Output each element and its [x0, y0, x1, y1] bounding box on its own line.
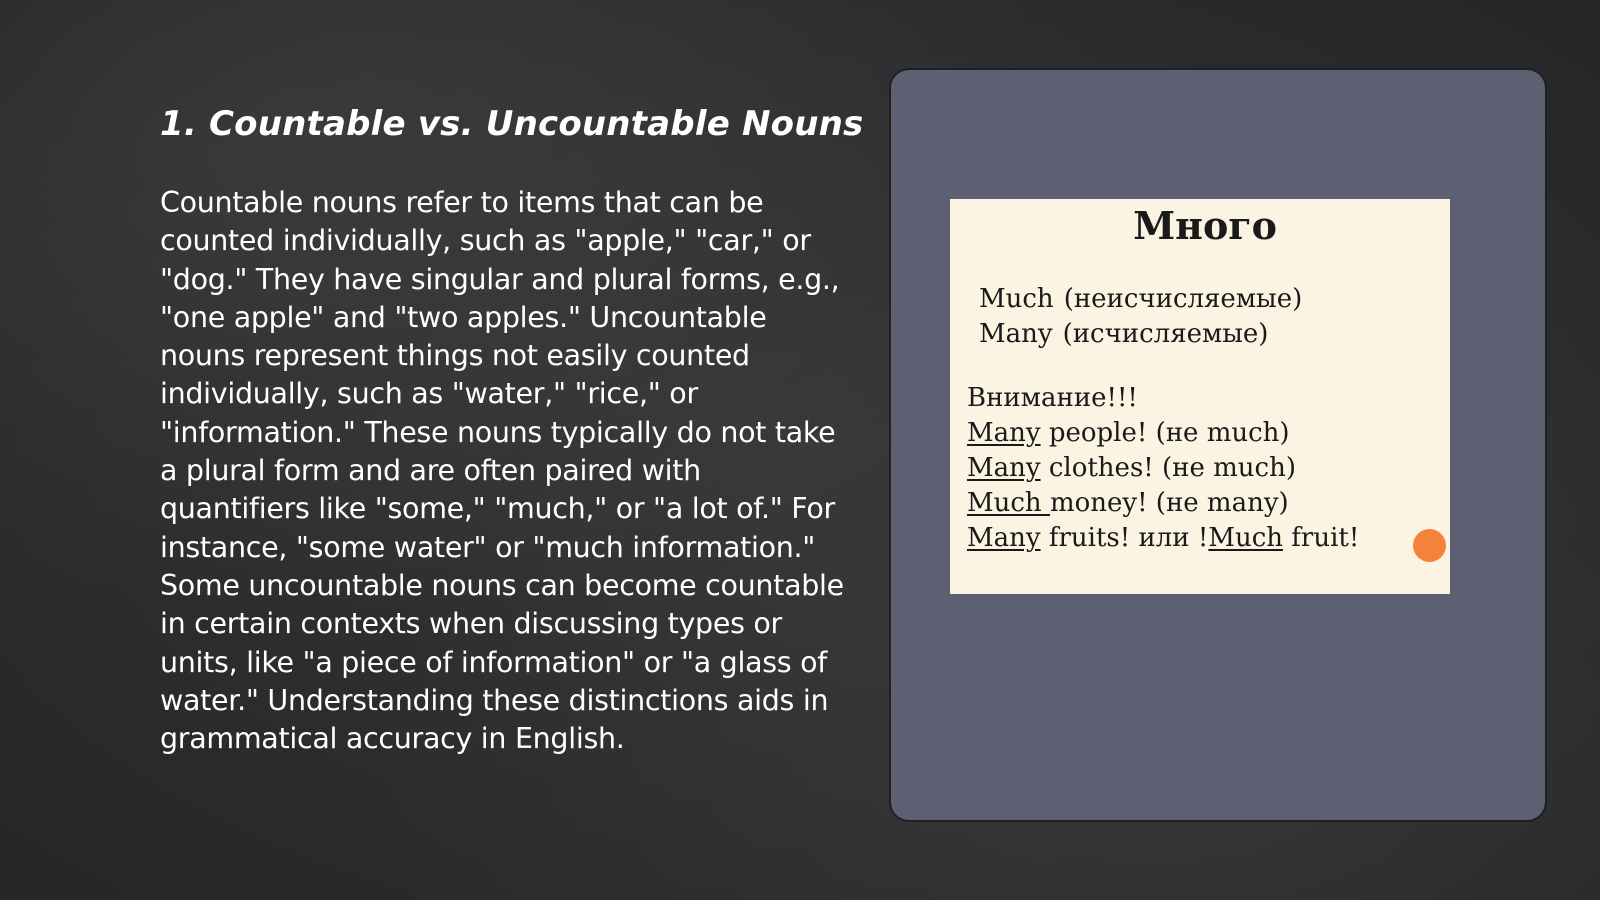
example-word-2: Much [1208, 523, 1284, 553]
example-rest: fruits! или ! [1040, 523, 1209, 553]
example-rest: money! (не many) [1049, 488, 1289, 518]
example-word: Many [967, 453, 1041, 483]
example-rest: people! (не much) [1040, 418, 1290, 448]
example-line [967, 488, 1289, 518]
example-rest-2: fruit! [1283, 523, 1360, 553]
example-line [967, 418, 1290, 448]
rule-note: (неисчисляемые) [1063, 284, 1303, 314]
grammar-card [950, 199, 1450, 594]
example-rest: clothes! (не much) [1040, 453, 1296, 483]
slide-heading: 1. Countable vs. Uncountable Nouns [160, 104, 864, 144]
slide-body-text: Countable nouns refer to items that can be counted individually, such as "apple," "car," or "dog." They have singular and plural forms, e.g., "one apple" and "two apples." Uncountable nouns represent things not easily counted individually, such as "water," "rice," or "information." These nouns typically do not take a plural form and are often paired with quantifiers like "some," "much," or "a lot of." For instance, "some water" or "much information." Some uncountable nouns can become countable in certain contexts when discussing types or units, like "a piece of information" or "a glass of water." Understanding these distinctions aids in grammatical accuracy in English. [160, 186, 844, 756]
attention-label: Внимание!!! [967, 383, 1138, 413]
rule-much [979, 284, 1302, 314]
rule-word: Much [979, 284, 1054, 314]
rule-word: Many [979, 319, 1053, 349]
example-word: Many [967, 523, 1041, 553]
pointer-dot [1413, 529, 1446, 562]
example-word: Many [967, 418, 1041, 448]
example-line [967, 523, 1359, 553]
rule-many [979, 319, 1268, 349]
example-line [967, 453, 1296, 483]
rule-note: (исчисляемые) [1062, 319, 1269, 349]
card-title: Много [1133, 203, 1277, 248]
example-word: Much [967, 488, 1050, 518]
